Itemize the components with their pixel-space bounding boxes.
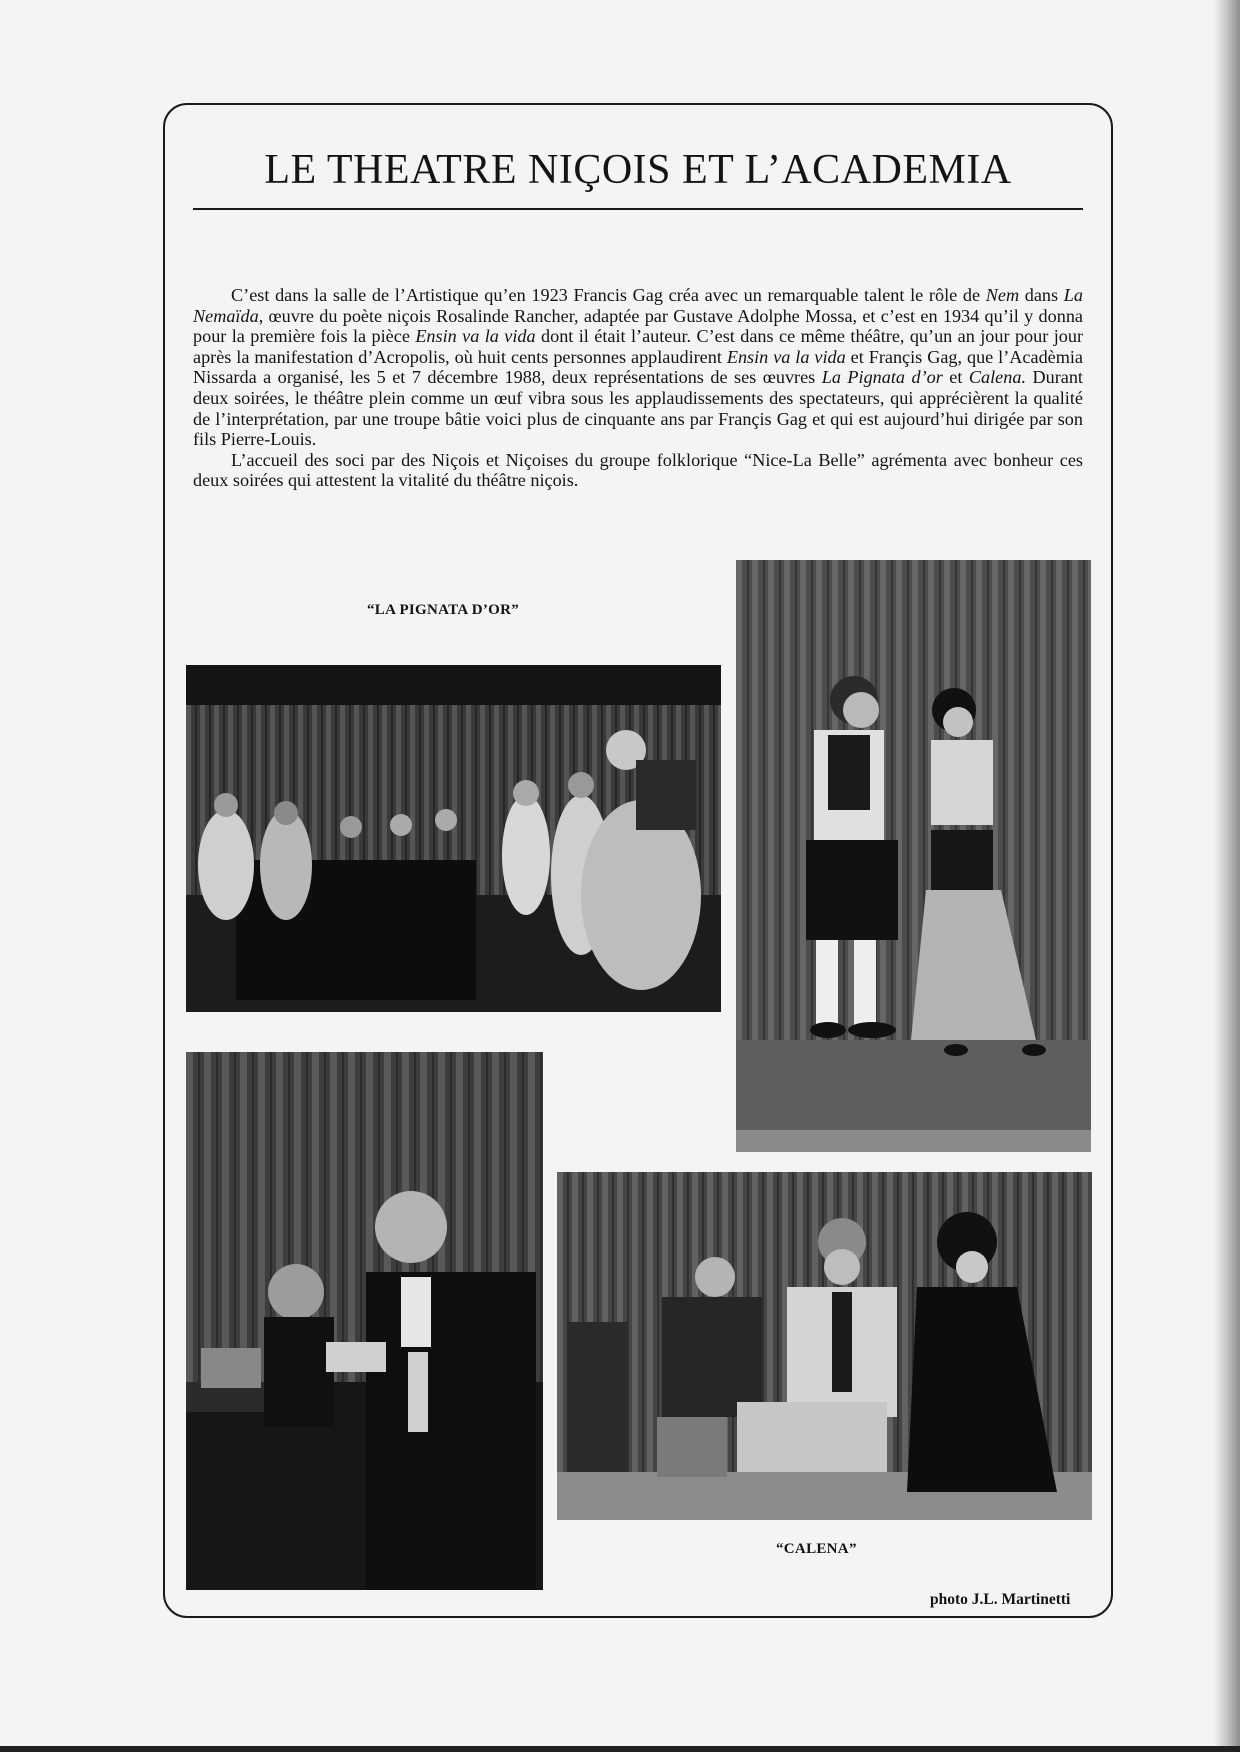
p1-text-4: dont il était l’auteur. C’est dans ce même théâtre, qu’un an jour pour jour après la manifestation d’Acropolis, où huit cents personnes applaudirent	[193, 326, 1084, 367]
photo-calena-group	[557, 1172, 1092, 1520]
paragraph-2: L’accueil des soci par des Niçois et Niçoises du groupe folklorique “Nice-La Belle” agrémenta avec bonheur ces deux soirées qui attestent la vitalité du théâtre niçois.	[193, 449, 1083, 491]
p1-italic-nem: Nem	[985, 285, 1020, 305]
p1-text-1: C’est dans la salle de l’Artistique qu’en 1923 Francis Gag créa avec un remarquable talent le rôle de	[231, 285, 986, 305]
title-underline	[193, 208, 1083, 210]
p1-italic-calena: Calena.	[968, 367, 1026, 388]
paragraph-1	[193, 285, 1083, 450]
page-title: LE THEATRE NIÇOIS ET L’ACADEMIA	[264, 147, 1012, 193]
page-edge-shadow	[1214, 0, 1240, 1752]
photo-seated-men	[186, 1052, 543, 1590]
p1-text-6: et	[942, 367, 969, 388]
photo-pignata-group-table	[186, 665, 721, 1012]
caption-calena: “CALENA”	[776, 1541, 857, 1557]
caption-pignata: “LA PIGNATA D’OR”	[367, 602, 520, 618]
p1-italic-nemaida: La Nemaïda	[193, 285, 1083, 326]
p1-italic-ensin-2: Ensin va la vida	[726, 346, 846, 367]
p1-text-2: dans	[1019, 285, 1064, 305]
photo-credit: photo J.L. Martinetti	[930, 1591, 1071, 1608]
p1-italic-pignata: La Pignata d’or	[821, 367, 943, 388]
article-body	[193, 285, 1083, 491]
p1-text-7: Durant deux soirées, le théâtre plein comme un œuf vibra sous les applaudissements des spectateurs, qui apprécièrent la qualité de l’interprétation, par une troupe bâtie voici plus de cinquante ans par Françis Gag et qui est aujourd’hui dirigée par son fils Pierre-Louis.	[193, 367, 1083, 450]
photo-couple-on-stage	[736, 560, 1091, 1152]
p1-italic-ensin-1: Ensin va la vida	[415, 326, 536, 347]
scan-bottom-edge	[0, 1746, 1240, 1752]
p1-text-3: , œuvre du poète niçois Rosalinde Rancher, adaptée par Gustave Adolphe Mossa, et c’est en 1934 qu’il y donna pour la première fois la pièce	[193, 305, 1083, 347]
p1-text-5: et Françis Gag, que l’Acadèmia Nissarda a organisé, les 5 et 7 décembre 1988, deux représentations de ses œuvres	[193, 346, 1084, 388]
